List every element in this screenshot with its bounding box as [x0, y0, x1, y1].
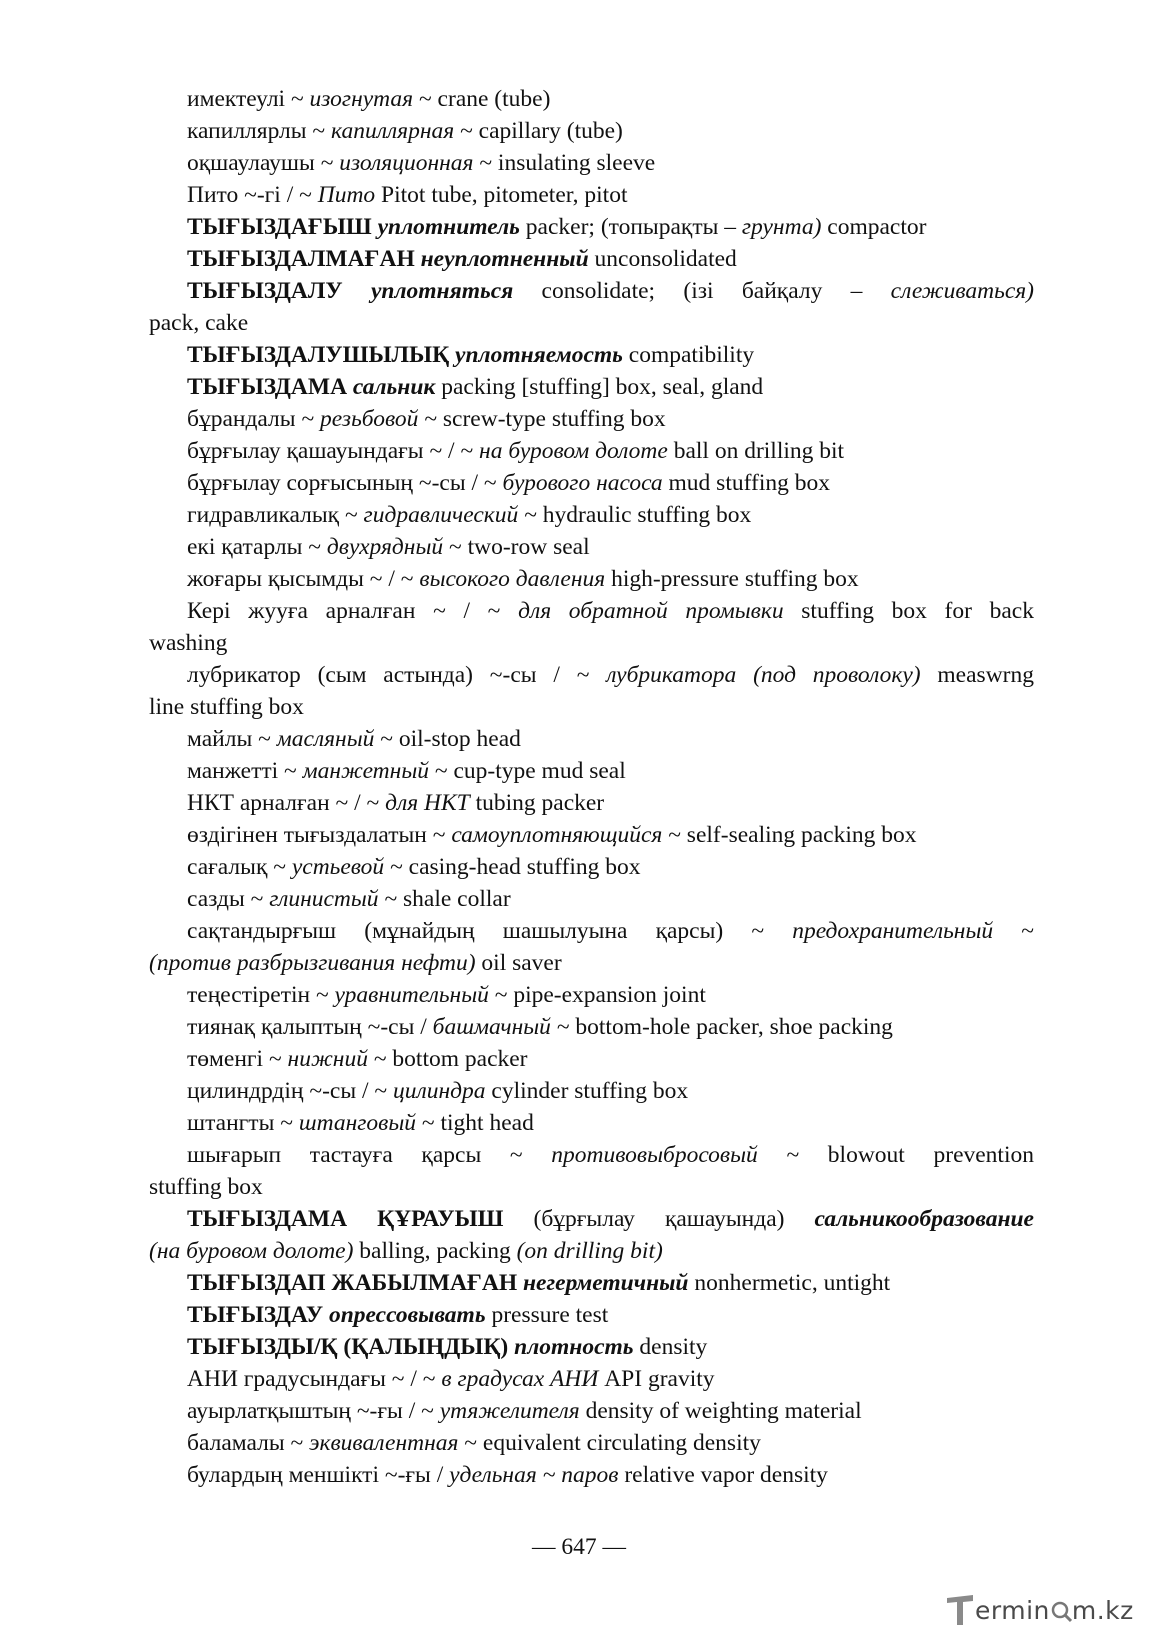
dictionary-line — [149, 595, 1034, 627]
russian-text: высокого давления — [419, 566, 606, 592]
dictionary-line — [149, 1299, 1034, 1331]
dictionary-line — [149, 787, 1034, 819]
russian-text: противовыбросовый — [551, 1142, 758, 1168]
russian-text: (на буровом долоте) — [149, 1238, 354, 1264]
russian-text: глинистый — [269, 886, 379, 912]
dictionary-line — [149, 211, 1034, 243]
entry-text: density — [633, 1334, 708, 1360]
entry-text: cylinder stuffing box — [485, 1078, 689, 1104]
russian-text: цилиндра — [393, 1078, 486, 1104]
dictionary-line — [149, 1107, 1034, 1139]
entry-text: relative vapor density — [618, 1462, 828, 1488]
entry-text: Пито ~-гі / ~ — [187, 182, 318, 208]
entry-headword: ТЫҒЫЗДЫ/Қ (ҚАЛЫҢДЫҚ) — [187, 1334, 509, 1360]
entry-text: API gravity — [598, 1366, 715, 1392]
entry-text: шығарып тастауға қарсы ~ — [187, 1142, 552, 1168]
watermark-text-part2: m.kz — [1071, 1595, 1134, 1625]
entry-text: өздігінен тығыздалатын ~ — [187, 822, 452, 848]
entry-text — [343, 278, 371, 304]
entry-text: pressure test — [485, 1302, 609, 1328]
entry-text: ауырлатқыштың ~-ғы / ~ — [187, 1398, 440, 1424]
entry-text: ~ oil-stop head — [374, 726, 521, 752]
entry-russian-term: плотность — [514, 1334, 634, 1360]
dictionary-line — [149, 179, 1034, 211]
entry-russian-term: уплотнитель — [377, 214, 520, 240]
entry-russian-term: сальник — [352, 374, 436, 400]
dictionary-line — [149, 1235, 1034, 1267]
entry-text: ~ equivalent circulating density — [458, 1430, 761, 1456]
entry-headword: ТЫҒЫЗДАҒЫШ — [187, 214, 372, 240]
entry-russian-term: опрессовывать — [328, 1302, 486, 1328]
entry-headword: ТЫҒЫЗДАЛУШЫЛЫҚ — [187, 342, 450, 368]
dictionary-line — [149, 979, 1034, 1011]
entry-text: гидравликалық ~ — [187, 502, 364, 528]
page-number: — 647 — — [532, 1534, 626, 1560]
entry-text: ~ cup-type mud seal — [428, 758, 626, 784]
entry-text: ~ tight head — [416, 1110, 534, 1136]
entry-text: булардың меншікті ~-ғы / — [187, 1462, 450, 1488]
entry-text: oil saver — [475, 950, 562, 976]
dictionary-line — [149, 851, 1034, 883]
dictionary-line — [149, 531, 1034, 563]
entry-text: ~ insulating sleeve — [473, 150, 656, 176]
dictionary-line — [149, 1395, 1034, 1427]
dictionary-line — [149, 723, 1034, 755]
entry-text: майлы ~ — [187, 726, 277, 752]
entry-text: density of weighting material — [579, 1398, 862, 1424]
entry-text: ball on drilling bit — [667, 438, 845, 464]
dictionary-line — [149, 883, 1034, 915]
dictionary-line — [149, 819, 1034, 851]
termincom-watermark-logo — [945, 1590, 1134, 1630]
entry-text: ~ — [993, 918, 1034, 944]
dictionary-line — [149, 1043, 1034, 1075]
entry-headword: ТЫҒЫЗДАУ — [187, 1302, 324, 1328]
russian-text: эквивалентная — [309, 1430, 459, 1456]
russian-text: на буровом долоте — [479, 438, 668, 464]
entry-text: бұрандалы ~ — [187, 406, 321, 432]
entry-text: теңестіретін ~ — [187, 982, 335, 1008]
entry-text: line stuffing box — [149, 694, 304, 720]
entry-text: ~ crane (tube) — [413, 86, 551, 112]
dictionary-line — [149, 1363, 1034, 1395]
russian-text: Пито — [317, 182, 376, 208]
russian-text: для НКТ — [385, 790, 470, 816]
entry-text: сазды ~ — [187, 886, 270, 912]
dictionary-line — [149, 307, 1034, 339]
dictionary-line — [149, 115, 1034, 147]
entry-text: pack, cake — [149, 310, 249, 336]
russian-text: утяжелителя — [439, 1398, 580, 1424]
russian-text: в градусах АНИ — [441, 1366, 599, 1392]
dictionary-line — [149, 1331, 1034, 1363]
russian-text: бурового насоса — [502, 470, 663, 496]
entry-text: НКТ арналған ~ / ~ — [187, 790, 386, 816]
dictionary-line — [149, 339, 1034, 371]
entry-text: ~ bottom packer — [367, 1046, 528, 1072]
entry-text: measwrng — [920, 662, 1034, 688]
entry-text: balling, packing — [353, 1238, 517, 1264]
entry-text: ~ pipe-expansion joint — [488, 982, 706, 1008]
entry-text: сағалық ~ — [187, 854, 292, 880]
russian-text: слеживаться) — [890, 278, 1035, 304]
dictionary-line — [149, 467, 1034, 499]
dictionary-line — [149, 627, 1034, 659]
russian-text: устьевой — [291, 854, 385, 880]
entry-text: compactor — [821, 214, 927, 240]
russian-text: грунта) — [741, 214, 822, 240]
dictionary-line — [149, 435, 1034, 467]
entry-text: капиллярлы ~ — [187, 118, 332, 144]
russian-text: самоуплотняющийся — [451, 822, 663, 848]
entry-russian-term: уплотняемость — [455, 342, 623, 368]
entry-text: екі қатарлы ~ — [187, 534, 327, 560]
entry-text: tubing packer — [469, 790, 605, 816]
entry-text: stuffing box — [149, 1174, 263, 1200]
entry-text: ~ self-sealing packing box — [662, 822, 917, 848]
entry-text: ~ blowout prevention — [757, 1142, 1034, 1168]
entry-text: packer; (топырақты – — [519, 214, 742, 240]
entry-text: манжетті ~ — [187, 758, 303, 784]
dictionary-line — [149, 243, 1034, 275]
watermark-text-part1: ermin — [975, 1595, 1050, 1625]
entry-russian-term: негерметичный — [523, 1270, 689, 1296]
entry-text: бұрғылау қашауындағы ~ / ~ — [187, 438, 480, 464]
entry-text: штангты ~ — [187, 1110, 299, 1136]
dictionary-line — [149, 403, 1034, 435]
dictionary-line — [149, 1139, 1034, 1171]
entry-headword: ТЫҒЫЗДАП ЖАБЫЛМАҒАН — [187, 1270, 518, 1296]
entry-text: compatibility — [622, 342, 755, 368]
entry-text: ~ capillary (tube) — [454, 118, 623, 144]
russian-text: башмачный — [432, 1014, 551, 1040]
russian-text: двухрядный — [326, 534, 444, 560]
entry-text: mud stuffing box — [662, 470, 830, 496]
dictionary-line — [149, 499, 1034, 531]
entry-text: ~ two-row seal — [443, 534, 590, 560]
russian-text: изоляционная — [339, 150, 474, 176]
dictionary-line — [149, 275, 1034, 307]
russian-text: удельная ~ паров — [449, 1462, 619, 1488]
magnifier-icon — [1050, 1596, 1072, 1624]
dictionary-line — [149, 1171, 1034, 1203]
dictionary-line — [149, 691, 1034, 723]
entry-russian-term: уплотняться — [370, 278, 514, 304]
dictionary-line — [149, 147, 1034, 179]
entry-text: packing [stuffing] box, seal, gland — [435, 374, 764, 400]
entry-text: ~ shale collar — [378, 886, 511, 912]
entry-text: лубрикатор (сым астында) ~-сы / ~ — [187, 662, 607, 688]
dictionary-line — [149, 1011, 1034, 1043]
dictionary-line — [149, 1075, 1034, 1107]
entry-text: washing — [149, 630, 228, 656]
entry-russian-term: сальникообразование — [814, 1206, 1034, 1232]
dictionary-line — [149, 1427, 1034, 1459]
entry-headword: ТЫҒЫЗДАМА ҚҰРАУЫШ — [187, 1206, 504, 1232]
entry-text: ~ screw-type stuffing box — [418, 406, 666, 432]
dictionary-line — [149, 371, 1034, 403]
entry-text: ~ bottom-hole packer, shoe packing — [550, 1014, 893, 1040]
entry-text: имектеулі ~ — [187, 86, 310, 112]
entry-text: stuffing box for back — [783, 598, 1034, 624]
entry-text: consolidate; (ізі байқалу – — [513, 278, 891, 304]
dictionary-line — [149, 1267, 1034, 1299]
russian-text: масляный — [276, 726, 375, 752]
russian-text: манжетный — [302, 758, 429, 784]
entry-text: nonhermetic, untight — [688, 1270, 891, 1296]
russian-text: для обратной промывки — [518, 598, 784, 624]
dictionary-line — [149, 1459, 1034, 1491]
dictionary-line — [149, 947, 1034, 979]
dictionary-page-body — [149, 83, 1034, 1491]
t-letter-icon — [945, 1592, 975, 1628]
entry-text: сақтандырғыш (мұнайдың шашылуына қарсы) ~ — [187, 918, 793, 944]
dictionary-line — [149, 83, 1034, 115]
entry-text: ~ casing-head stuffing box — [384, 854, 641, 880]
russian-text: штанговый — [298, 1110, 417, 1136]
entry-text: жоғары қысымды ~ / ~ — [187, 566, 420, 592]
entry-text: Кері жууға арналған ~ / ~ — [187, 598, 519, 624]
entry-text: high-pressure stuffing box — [605, 566, 859, 592]
russian-text: (on drilling bit) — [516, 1238, 663, 1264]
entry-headword: ТЫҒЫЗДАМА — [187, 374, 348, 400]
dictionary-line — [149, 563, 1034, 595]
russian-text: гидравлический — [363, 502, 519, 528]
entry-russian-term: неуплотненный — [420, 246, 589, 272]
russian-text: нижний — [287, 1046, 368, 1072]
entry-text: төменгі ~ — [187, 1046, 288, 1072]
entry-text: unconsolidated — [588, 246, 737, 272]
entry-text: оқшаулаушы ~ — [187, 150, 340, 176]
russian-text: резьбовой — [320, 406, 419, 432]
entry-headword: ТЫҒЫЗДАЛУ — [187, 278, 343, 304]
entry-text: ~ hydraulic stuffing box — [518, 502, 752, 528]
russian-text: (против разбрызгивания нефти) — [149, 950, 476, 976]
entry-text: цилиндрдің ~-сы / ~ — [187, 1078, 393, 1104]
russian-text: предохранительный — [792, 918, 994, 944]
entry-text: тиянақ қалыптың ~-сы / — [187, 1014, 433, 1040]
entry-text: (бұрғылау қашауында) — [503, 1206, 815, 1232]
dictionary-line — [149, 915, 1034, 947]
entry-text: Pitot tube, pitometer, pitot — [375, 182, 628, 208]
russian-text: лубрикатора (под проволоку) — [606, 662, 921, 688]
dictionary-line — [149, 659, 1034, 691]
entry-text: баламалы ~ — [187, 1430, 310, 1456]
russian-text: уравнительный — [334, 982, 489, 1008]
entry-headword: ТЫҒЫЗДАЛМАҒАН — [187, 246, 415, 272]
dictionary-line — [149, 1203, 1034, 1235]
russian-text: капиллярная — [331, 118, 455, 144]
dictionary-line — [149, 755, 1034, 787]
entry-text: АНИ градусындағы ~ / ~ — [187, 1366, 442, 1392]
entry-text: бұрғылау сорғысының ~-сы / ~ — [187, 470, 503, 496]
russian-text: изогнутая — [309, 86, 414, 112]
